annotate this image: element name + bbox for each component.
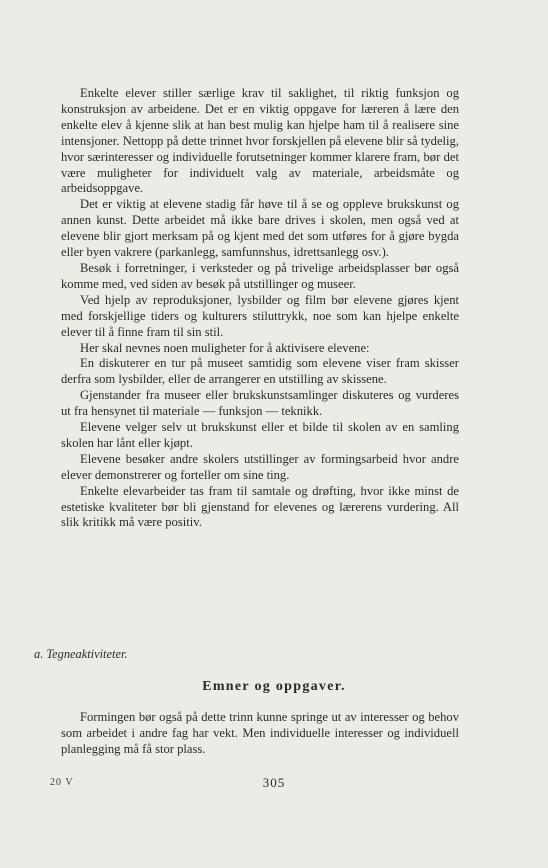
paragraph: Elevene besøker andre skolers utstillinger av formingsarbeid hvor andre elever demonstrerer og forteller om sine ting.	[61, 451, 459, 482]
body-text	[61, 86, 459, 531]
paragraph: Besøk i forretninger, i verksteder og på trivelige arbeidsplasser bør også komme med, ved siden av besøk på utstillinger og museer.	[61, 260, 459, 291]
paragraph: Gjenstander fra museer eller brukskunstsamlinger diskuteres og vurderes ut fra hensynet til materiale — funksjon — teknikk.	[61, 388, 459, 419]
paragraph: Enkelte elever stiller særlige krav til saklighet, til riktig funksjon og konstruksjon av arbeidene. Det er en viktig oppgave for læreren å lære den enkelte elev å kjenne slik at han best mulig kan hjelpe ham til å realisere sine intensjoner. Nettopp på dette trinnet hvor forskjellen på elevene blir så tydelig, hvor særinteresser og individuelle forutsetninger kommer klarere fram, bør det være muligheter for individuelt valg av materiale, arbeidsmåte og arbeidsoppgave.	[61, 86, 459, 196]
section-heading: Emner og oppgaver.	[202, 679, 346, 694]
paragraph: Ved hjelp av reproduksjoner, lysbilder og film bør elevene gjøres kjent med forskjellige tiders og kulturers stiluttrykk, noe som kan hjelpe enkelte elever til å finne fram til sin stil.	[61, 292, 459, 339]
intro-paragraph: Formingen bør også på dette trinn kunne springe ut av interesser og behov som arbeidet i andre fag har vekt. Men individuelle interesser og individuell planlegging må få stor plass.	[61, 710, 459, 756]
paragraph: Det er viktig at elevene stadig får høve til å se og oppleve brukskunst og annen kunst. Dette arbeidet må ikke bare drives i skolen, men også ved at elevene blir gjort merksam på og kjent med det som utføres for å gjøre bygda eller byen vakrere (parkanlegg, samfunnshus, idrettsanlegg osv.).	[61, 197, 459, 260]
paragraph: En diskuterer en tur på museet samtidig som elevene viser fram skisser derfra som lysbilder, eller de arrangerer en utstilling av skissene.	[61, 356, 459, 387]
signature-mark: 20 V	[50, 777, 74, 788]
section-label: a. Tegneaktiviteter.	[34, 647, 128, 661]
page-number: 305	[262, 775, 286, 790]
paragraph: Elevene velger selv ut brukskunst eller et bilde til skolen av en samling skolen har lånt eller kjøpt.	[61, 420, 459, 450]
paragraph: Enkelte elevarbeider tas fram til samtale og drøfting, hvor ikke minst de estetiske kvaliteter bør bli gjenstand for elevenes og lærerens vurdering. All slik kritikk må være positiv.	[61, 483, 459, 530]
paragraph: Her skal nevnes noen muligheter for å aktivisere elevene:	[80, 340, 370, 355]
